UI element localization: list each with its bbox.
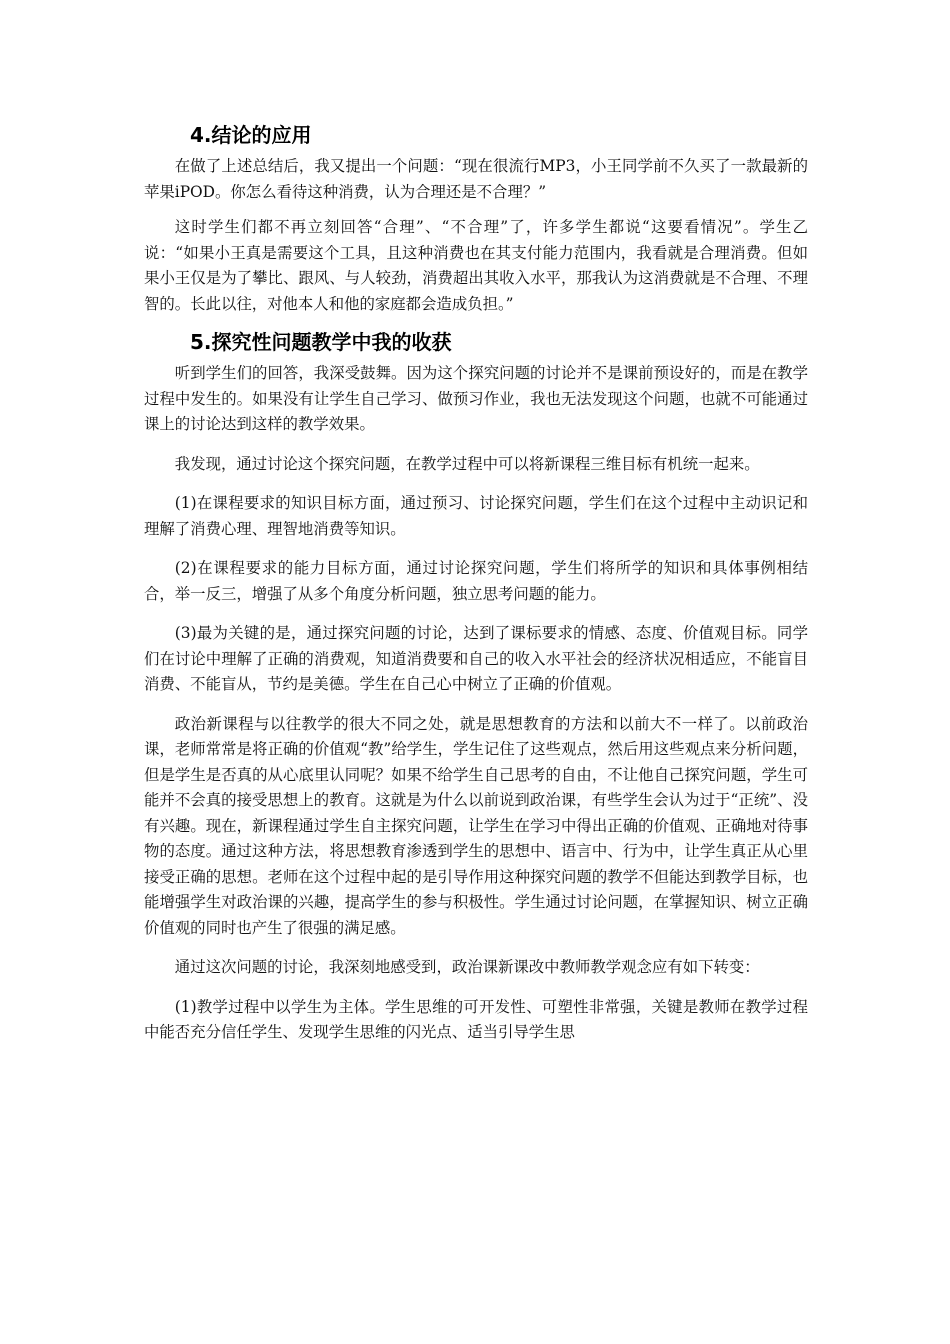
section-5-paragraph: 政治新课程与以往教学的很大不同之处，就是思想教育的方法和以前大不一样了。以前政治课，老师常常是将正确的价值观“教”给学生，学生记住了这些观点，然后用这些观点来分析问题，但是学生是否真的从心底里认同呢？如果不给学生自己思考的自由，不让他自己探究问题，学生可能并不会真的接受思想上的教育。这就是为什么以前说到政治课，有些学生会认为过于“正统”、没有兴趣。现在，新课程通过学生自主探究问题，让学生在学习中得出正确的价值观、正确地对待事物的态度。通过这种方法，将思想教育渗透到学生的思想中、语言中、行为中，让学生真正从心里接受正确的思想。老师在这个过程中起的是引导作用这种探究问题的教学不但能达到教学目标，也能增强学生对政治课的兴趣，提高学生的参与积极性。学生通过讨论问题，在掌握知识、树立正确价值观的同时也产生了很强的满足感。 xyxy=(144,714,808,937)
section-5-paragraph: (1)在课程要求的知识目标方面，通过预习、讨论探究问题，学生们在这个过程中主动识记和理解了消费心理、理智地消费等知识。 xyxy=(144,494,808,538)
section-5-paragraph: 通过这次问题的讨论，我深刻地感受到，政治课新课改中教师教学观念应有如下转变： xyxy=(174,958,760,976)
section-5-heading: 5.探究性问题教学中我的收获 xyxy=(190,330,452,354)
section-5-paragraph: (1)教学过程中以学生为主体。学生思维的可开发性、可塑性非常强，关键是教师在教学过程中能否充分信任学生、发现学生思维的闪光点、适当引导学生思 xyxy=(144,997,808,1041)
section-4-paragraph: 在做了上述总结后，我又提出一个问题：“现在很流行MP3，小王同学前不久买了一款最新的苹果iPOD。你怎么看待这种消费，认为合理还是不合理？” xyxy=(144,157,808,201)
section-5-paragraph: 听到学生们的回答，我深受鼓舞。因为这个探究问题的讨论并不是课前预设好的，而是在教学过程中发生的。如果没有让学生自己学习、做预习作业，我也无法发现这个问题，也就不可能通过课上的讨论达到这样的教学效果。 xyxy=(144,364,808,433)
section-5-paragraph: (2)在课程要求的能力目标方面，通过讨论探究问题，学生们将所学的知识和具体事例相结合，举一反三，增强了从多个角度分析问题，独立思考问题的能力。 xyxy=(144,559,808,603)
section-4-paragraph: 这时学生们都不再立刻回答“合理”、“不合理”了，许多学生都说“这要看情况”。学生乙说：“如果小王真是需要这个工具，且这种消费也在其支付能力范围内，我看就是合理消费。但如果小王仅是为了攀比、跟风、与人较劲，消费超出其收入水平，那我认为这消费就是不合理、不理智的。长此以往，对他本人和他的家庭都会造成负担。” xyxy=(144,218,808,313)
section-4-heading: 4.结论的应用 xyxy=(190,123,312,147)
section-5-paragraph: 我发现，通过讨论这个探究问题，在教学过程中可以将新课程三维目标有机统一起来。 xyxy=(174,454,760,473)
section-5-paragraph: (3)最为关键的是，通过探究问题的讨论，达到了课标要求的情感、态度、价值观目标。同学们在讨论中理解了正确的消费观，知道消费要和自己的收入水平社会的经济状况相适应，不能盲目消费、不能盲从，节约是美德。学生在自己心中树立了正确的价值观。 xyxy=(144,624,808,693)
document-body xyxy=(144,120,808,1060)
